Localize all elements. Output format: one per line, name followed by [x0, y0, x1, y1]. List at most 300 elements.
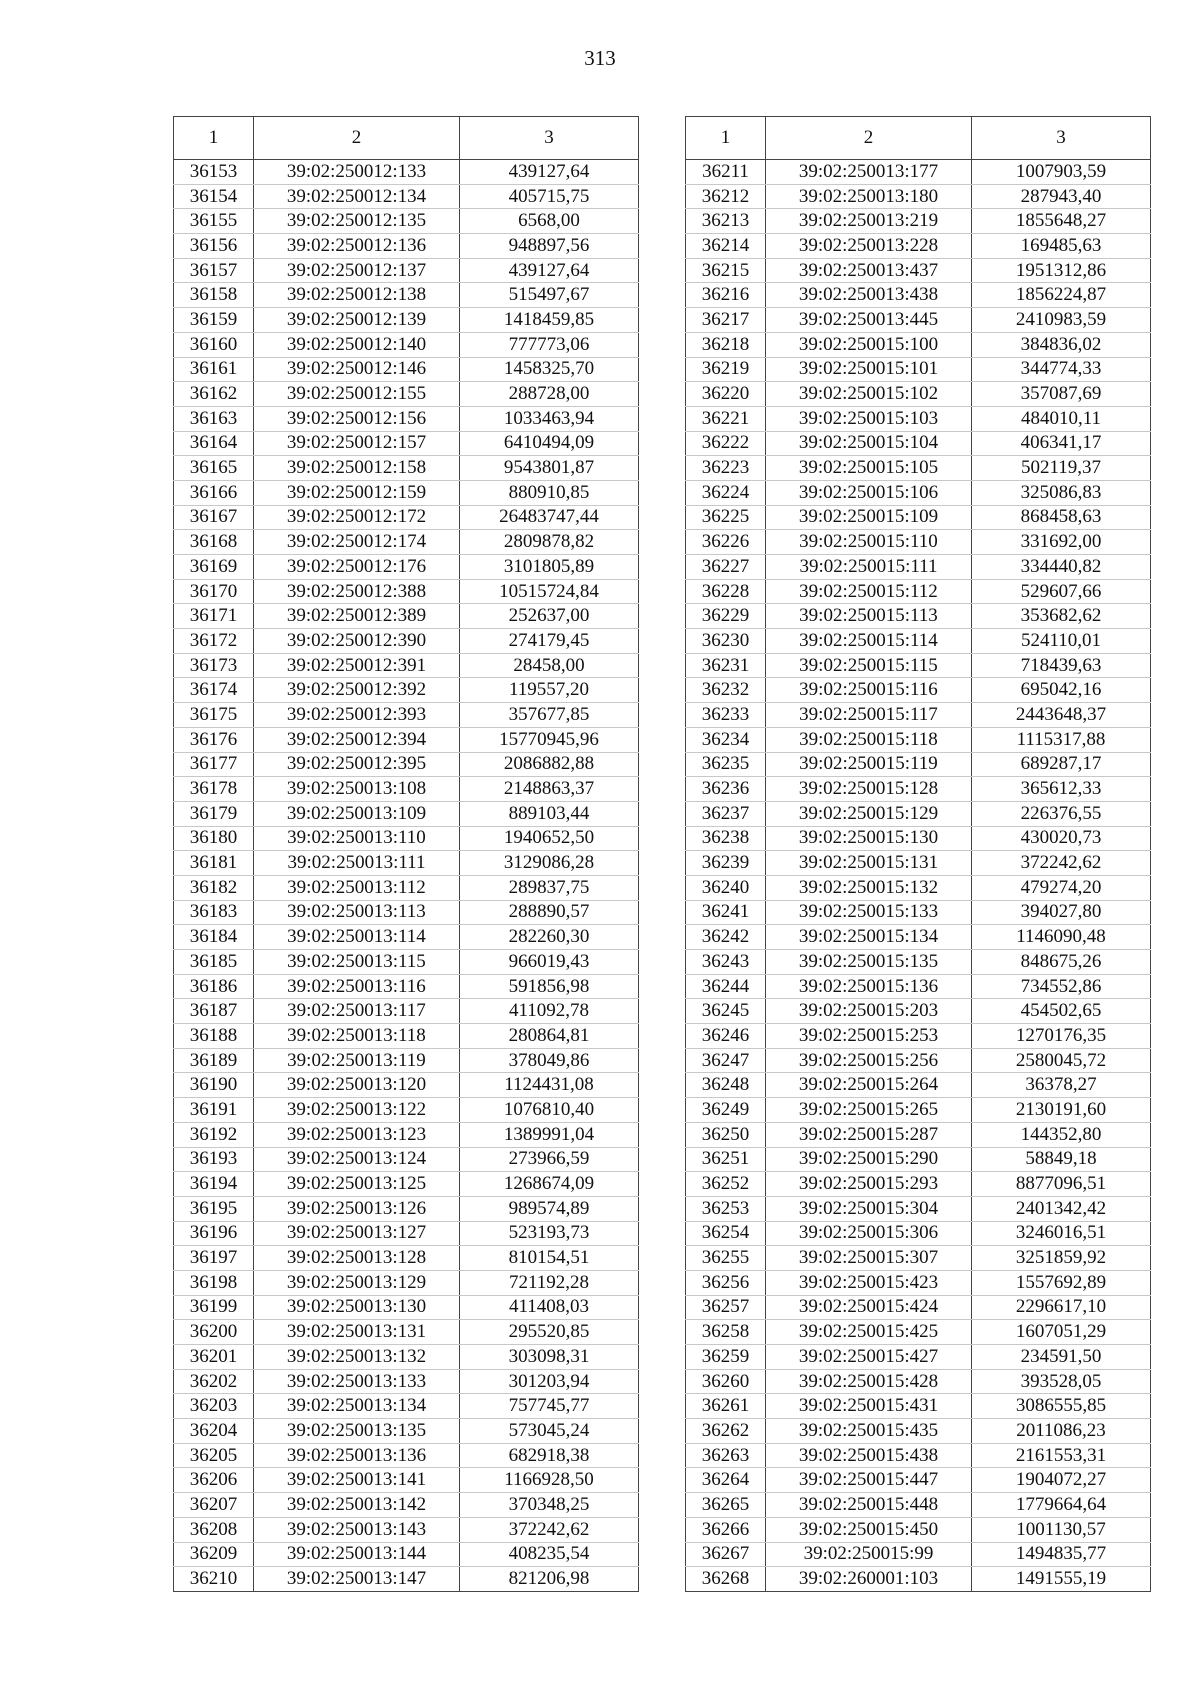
row-number-cell: 36159 [174, 308, 254, 333]
cadastral-number-cell: 39:02:250015:129 [766, 801, 972, 826]
table-row [174, 1048, 639, 1073]
row-number-cell: 36245 [686, 999, 766, 1024]
table-row [686, 1567, 1151, 1592]
cadastral-number-cell: 39:02:250012:389 [254, 604, 460, 629]
value-cell: 1491555,19 [972, 1567, 1151, 1592]
value-cell: 718439,63 [972, 653, 1151, 678]
table-row [686, 900, 1151, 925]
table-row [174, 406, 639, 431]
cadastral-number-cell: 39:02:250013:129 [254, 1270, 460, 1295]
value-cell: 3251859,92 [972, 1246, 1151, 1271]
table-row [174, 234, 639, 259]
cadastral-number-cell: 39:02:250013:127 [254, 1221, 460, 1246]
value-cell: 3086555,85 [972, 1394, 1151, 1419]
table-row [174, 431, 639, 456]
row-number-cell: 36262 [686, 1419, 766, 1444]
value-cell: 372242,62 [972, 851, 1151, 876]
cadastral-number-cell: 39:02:250015:425 [766, 1320, 972, 1345]
table-row [686, 1024, 1151, 1049]
value-cell: 2401342,42 [972, 1196, 1151, 1221]
row-number-cell: 36190 [174, 1073, 254, 1098]
cadastral-number-cell: 39:02:250012:156 [254, 406, 460, 431]
table-row [686, 1073, 1151, 1098]
value-cell: 234591,50 [972, 1345, 1151, 1370]
value-cell: 1418459,85 [460, 308, 639, 333]
row-number-cell: 36196 [174, 1221, 254, 1246]
table-row [174, 1394, 639, 1419]
row-number-cell: 36241 [686, 900, 766, 925]
value-cell: 591856,98 [460, 974, 639, 999]
table-row [686, 1295, 1151, 1320]
cadastral-number-cell: 39:02:250012:134 [254, 184, 460, 209]
value-cell: 58849,18 [972, 1147, 1151, 1172]
row-number-cell: 36169 [174, 555, 254, 580]
cadastral-number-cell: 39:02:250012:172 [254, 505, 460, 530]
value-cell: 289837,75 [460, 875, 639, 900]
cadastral-number-cell: 39:02:250013:132 [254, 1345, 460, 1370]
value-cell: 2580045,72 [972, 1048, 1151, 1073]
value-cell: 810154,51 [460, 1246, 639, 1271]
cadastral-number-cell: 39:02:250015:304 [766, 1196, 972, 1221]
row-number-cell: 36165 [174, 456, 254, 481]
row-number-cell: 36199 [174, 1295, 254, 1320]
cadastral-number-cell: 39:02:250012:392 [254, 678, 460, 703]
value-cell: 1940652,50 [460, 826, 639, 851]
row-number-cell: 36188 [174, 1024, 254, 1049]
cadastral-number-cell: 39:02:250015:117 [766, 703, 972, 728]
column-header-1: 1 [174, 117, 254, 160]
value-cell: 2011086,23 [972, 1419, 1151, 1444]
value-cell: 966019,43 [460, 950, 639, 975]
column-header-3: 3 [972, 117, 1151, 160]
table-row [174, 1345, 639, 1370]
table-row [174, 653, 639, 678]
table-row [686, 1493, 1151, 1518]
value-cell: 357087,69 [972, 382, 1151, 407]
row-number-cell: 36235 [686, 752, 766, 777]
cadastral-number-cell: 39:02:250015:132 [766, 875, 972, 900]
cadastral-number-cell: 39:02:250015:256 [766, 1048, 972, 1073]
value-cell: 372242,62 [460, 1517, 639, 1542]
table-row [686, 209, 1151, 234]
row-number-cell: 36255 [686, 1246, 766, 1271]
row-number-cell: 36176 [174, 727, 254, 752]
row-number-cell: 36225 [686, 505, 766, 530]
table-row [686, 308, 1151, 333]
value-cell: 439127,64 [460, 258, 639, 283]
column-header-2: 2 [254, 117, 460, 160]
left-table-header-row [174, 117, 639, 160]
cadastral-number-cell: 39:02:250015:136 [766, 974, 972, 999]
row-number-cell: 36202 [174, 1369, 254, 1394]
value-cell: 325086,83 [972, 480, 1151, 505]
cadastral-number-cell: 39:02:250012:155 [254, 382, 460, 407]
value-cell: 405715,75 [460, 184, 639, 209]
row-number-cell: 36238 [686, 826, 766, 851]
table-row [686, 505, 1151, 530]
value-cell: 28458,00 [460, 653, 639, 678]
right-table-header-row [686, 117, 1151, 160]
table-row [686, 1270, 1151, 1295]
cadastral-number-cell: 39:02:250013:143 [254, 1517, 460, 1542]
value-cell: 3129086,28 [460, 851, 639, 876]
value-cell: 119557,20 [460, 678, 639, 703]
row-number-cell: 36200 [174, 1320, 254, 1345]
cadastral-number-cell: 39:02:250013:135 [254, 1419, 460, 1444]
table-row [686, 283, 1151, 308]
row-number-cell: 36195 [174, 1196, 254, 1221]
value-cell: 357677,85 [460, 703, 639, 728]
cadastral-number-cell: 39:02:250012:135 [254, 209, 460, 234]
cadastral-number-cell: 39:02:250013:219 [766, 209, 972, 234]
table-row [174, 1221, 639, 1246]
value-cell: 411092,78 [460, 999, 639, 1024]
cadastral-number-cell: 39:02:250015:116 [766, 678, 972, 703]
row-number-cell: 36158 [174, 283, 254, 308]
table-row [686, 1246, 1151, 1271]
cadastral-number-cell: 39:02:250015:118 [766, 727, 972, 752]
value-cell: 226376,55 [972, 801, 1151, 826]
value-cell: 1607051,29 [972, 1320, 1151, 1345]
cadastral-number-cell: 39:02:250013:228 [766, 234, 972, 259]
value-cell: 848675,26 [972, 950, 1151, 975]
table-row [174, 1542, 639, 1567]
row-number-cell: 36223 [686, 456, 766, 481]
table-row [174, 1196, 639, 1221]
row-number-cell: 36232 [686, 678, 766, 703]
table-row [686, 480, 1151, 505]
value-cell: 3246016,51 [972, 1221, 1151, 1246]
cadastral-number-cell: 39:02:250013:438 [766, 283, 972, 308]
cadastral-number-cell: 39:02:250015:100 [766, 332, 972, 357]
table-row [686, 431, 1151, 456]
cadastral-number-cell: 39:02:250013:147 [254, 1567, 460, 1592]
row-number-cell: 36254 [686, 1221, 766, 1246]
cadastral-number-cell: 39:02:250015:427 [766, 1345, 972, 1370]
row-number-cell: 36161 [174, 357, 254, 382]
row-number-cell: 36160 [174, 332, 254, 357]
row-number-cell: 36221 [686, 406, 766, 431]
cadastral-number-cell: 39:02:250012:174 [254, 530, 460, 555]
row-number-cell: 36256 [686, 1270, 766, 1295]
cadastral-number-cell: 39:02:250013:122 [254, 1098, 460, 1123]
row-number-cell: 36203 [174, 1394, 254, 1419]
row-number-cell: 36242 [686, 925, 766, 950]
row-number-cell: 36258 [686, 1320, 766, 1345]
value-cell: 2148863,37 [460, 777, 639, 802]
page-number: 313 [584, 46, 616, 70]
value-cell: 1779664,64 [972, 1493, 1151, 1518]
table-row [174, 258, 639, 283]
cadastral-number-cell: 39:02:250015:307 [766, 1246, 972, 1271]
table-row [686, 950, 1151, 975]
table-row [174, 308, 639, 333]
table-row [686, 1221, 1151, 1246]
cadastral-number-cell: 39:02:250015:115 [766, 653, 972, 678]
value-cell: 10515724,84 [460, 579, 639, 604]
table-row [686, 1468, 1151, 1493]
cadastral-number-cell: 39:02:250015:112 [766, 579, 972, 604]
table-row [686, 1345, 1151, 1370]
value-cell: 1076810,40 [460, 1098, 639, 1123]
row-number-cell: 36237 [686, 801, 766, 826]
row-number-cell: 36208 [174, 1517, 254, 1542]
table-row [686, 629, 1151, 654]
cadastral-number-cell: 39:02:250012:390 [254, 629, 460, 654]
row-number-cell: 36260 [686, 1369, 766, 1394]
row-number-cell: 36216 [686, 283, 766, 308]
value-cell: 408235,54 [460, 1542, 639, 1567]
value-cell: 1494835,77 [972, 1542, 1151, 1567]
table-row [174, 777, 639, 802]
cadastral-number-cell: 39:02:250013:116 [254, 974, 460, 999]
cadastral-number-cell: 39:02:250013:111 [254, 851, 460, 876]
cadastral-number-cell: 39:02:250015:290 [766, 1147, 972, 1172]
value-cell: 288890,57 [460, 900, 639, 925]
table-row [686, 875, 1151, 900]
row-number-cell: 36210 [174, 1567, 254, 1592]
value-cell: 288728,00 [460, 382, 639, 407]
cadastral-number-cell: 39:02:250013:131 [254, 1320, 460, 1345]
table-row [686, 851, 1151, 876]
right-table [685, 116, 1151, 1592]
row-number-cell: 36168 [174, 530, 254, 555]
table-row [686, 184, 1151, 209]
table-row [174, 1468, 639, 1493]
cadastral-number-cell: 39:02:250013:114 [254, 925, 460, 950]
row-number-cell: 36226 [686, 530, 766, 555]
value-cell: 280864,81 [460, 1024, 639, 1049]
cadastral-number-cell: 39:02:250013:141 [254, 1468, 460, 1493]
value-cell: 515497,67 [460, 283, 639, 308]
row-number-cell: 36219 [686, 357, 766, 382]
left-table-body [174, 160, 639, 1592]
cadastral-number-cell: 39:02:250013:180 [766, 184, 972, 209]
cadastral-number-cell: 39:02:250013:144 [254, 1542, 460, 1567]
row-number-cell: 36220 [686, 382, 766, 407]
cadastral-number-cell: 39:02:250015:287 [766, 1122, 972, 1147]
row-number-cell: 36179 [174, 801, 254, 826]
row-number-cell: 36180 [174, 826, 254, 851]
table-row [174, 950, 639, 975]
table-row [686, 703, 1151, 728]
table-row [686, 801, 1151, 826]
row-number-cell: 36234 [686, 727, 766, 752]
value-cell: 1124431,08 [460, 1073, 639, 1098]
table-row [686, 382, 1151, 407]
value-cell: 2086882,88 [460, 752, 639, 777]
cadastral-number-cell: 39:02:250015:110 [766, 530, 972, 555]
row-number-cell: 36209 [174, 1542, 254, 1567]
value-cell: 3101805,89 [460, 555, 639, 580]
value-cell: 695042,16 [972, 678, 1151, 703]
value-cell: 2809878,82 [460, 530, 639, 555]
table-row [686, 1369, 1151, 1394]
table-row [686, 234, 1151, 259]
table-row [174, 900, 639, 925]
table-row [686, 752, 1151, 777]
cadastral-number-cell: 39:02:250015:435 [766, 1419, 972, 1444]
value-cell: 523193,73 [460, 1221, 639, 1246]
value-cell: 1557692,89 [972, 1270, 1151, 1295]
value-cell: 821206,98 [460, 1567, 639, 1592]
row-number-cell: 36162 [174, 382, 254, 407]
value-cell: 353682,62 [972, 604, 1151, 629]
row-number-cell: 36198 [174, 1270, 254, 1295]
value-cell: 394027,80 [972, 900, 1151, 925]
row-number-cell: 36173 [174, 653, 254, 678]
row-number-cell: 36164 [174, 431, 254, 456]
cadastral-number-cell: 39:02:250015:438 [766, 1443, 972, 1468]
value-cell: 2130191,60 [972, 1098, 1151, 1123]
cadastral-number-cell: 39:02:250012:158 [254, 456, 460, 481]
table-row [174, 1122, 639, 1147]
cadastral-number-cell: 39:02:250013:126 [254, 1196, 460, 1221]
table-row [174, 604, 639, 629]
cadastral-number-cell: 39:02:250013:177 [766, 160, 972, 185]
table-row [174, 1270, 639, 1295]
row-number-cell: 36153 [174, 160, 254, 185]
table-row [686, 1122, 1151, 1147]
row-number-cell: 36249 [686, 1098, 766, 1123]
value-cell: 406341,17 [972, 431, 1151, 456]
row-number-cell: 36222 [686, 431, 766, 456]
row-number-cell: 36247 [686, 1048, 766, 1073]
cadastral-number-cell: 39:02:250015:306 [766, 1221, 972, 1246]
value-cell: 334440,82 [972, 555, 1151, 580]
cadastral-number-cell: 39:02:250013:109 [254, 801, 460, 826]
row-number-cell: 36172 [174, 629, 254, 654]
row-number-cell: 36193 [174, 1147, 254, 1172]
row-number-cell: 36233 [686, 703, 766, 728]
row-number-cell: 36228 [686, 579, 766, 604]
value-cell: 2296617,10 [972, 1295, 1151, 1320]
table-row [174, 925, 639, 950]
table-row [174, 1567, 639, 1592]
table-row [174, 209, 639, 234]
row-number-cell: 36155 [174, 209, 254, 234]
table-row [686, 925, 1151, 950]
cadastral-number-cell: 39:02:250013:130 [254, 1295, 460, 1320]
value-cell: 757745,77 [460, 1394, 639, 1419]
cadastral-number-cell: 39:02:250013:112 [254, 875, 460, 900]
table-row [174, 357, 639, 382]
cadastral-number-cell: 39:02:250013:108 [254, 777, 460, 802]
row-number-cell: 36212 [686, 184, 766, 209]
row-number-cell: 36184 [174, 925, 254, 950]
row-number-cell: 36167 [174, 505, 254, 530]
value-cell: 303098,31 [460, 1345, 639, 1370]
column-header-2: 2 [766, 117, 972, 160]
cadastral-number-cell: 39:02:250013:110 [254, 826, 460, 851]
value-cell: 989574,89 [460, 1196, 639, 1221]
table-row [174, 999, 639, 1024]
value-cell: 273966,59 [460, 1147, 639, 1172]
table-row [686, 1048, 1151, 1073]
row-number-cell: 36154 [174, 184, 254, 209]
table-row [174, 851, 639, 876]
value-cell: 868458,63 [972, 505, 1151, 530]
table-row [686, 1542, 1151, 1567]
table-row [686, 999, 1151, 1024]
cadastral-number-cell: 39:02:250015:104 [766, 431, 972, 456]
table-row [686, 258, 1151, 283]
value-cell: 1951312,86 [972, 258, 1151, 283]
row-number-cell: 36236 [686, 777, 766, 802]
row-number-cell: 36186 [174, 974, 254, 999]
cadastral-number-cell: 39:02:250013:136 [254, 1443, 460, 1468]
cadastral-number-cell: 39:02:250012:136 [254, 234, 460, 259]
cadastral-number-cell: 39:02:250015:134 [766, 925, 972, 950]
cadastral-number-cell: 39:02:250015:423 [766, 1270, 972, 1295]
row-number-cell: 36189 [174, 1048, 254, 1073]
value-cell: 430020,73 [972, 826, 1151, 851]
value-cell: 384836,02 [972, 332, 1151, 357]
value-cell: 529607,66 [972, 579, 1151, 604]
value-cell: 6568,00 [460, 209, 639, 234]
cadastral-number-cell: 39:02:250015:99 [766, 1542, 972, 1567]
cadastral-number-cell: 39:02:250015:265 [766, 1098, 972, 1123]
value-cell: 439127,64 [460, 160, 639, 185]
table-row [686, 1394, 1151, 1419]
row-number-cell: 36246 [686, 1024, 766, 1049]
value-cell: 948897,56 [460, 234, 639, 259]
value-cell: 777773,06 [460, 332, 639, 357]
cadastral-number-cell: 39:02:250015:424 [766, 1295, 972, 1320]
cadastral-number-cell: 39:02:250012:146 [254, 357, 460, 382]
value-cell: 370348,25 [460, 1493, 639, 1518]
cadastral-number-cell: 39:02:250013:125 [254, 1172, 460, 1197]
cadastral-number-cell: 39:02:250015:448 [766, 1493, 972, 1518]
value-cell: 344774,33 [972, 357, 1151, 382]
value-cell: 36378,27 [972, 1073, 1151, 1098]
cadastral-number-cell: 39:02:250012:138 [254, 283, 460, 308]
value-cell: 1855648,27 [972, 209, 1151, 234]
row-number-cell: 36252 [686, 1172, 766, 1197]
cadastral-number-cell: 39:02:250015:128 [766, 777, 972, 802]
row-number-cell: 36204 [174, 1419, 254, 1444]
table-row [686, 604, 1151, 629]
table-row [686, 826, 1151, 851]
cadastral-number-cell: 39:02:250013:142 [254, 1493, 460, 1518]
row-number-cell: 36239 [686, 851, 766, 876]
table-row [174, 332, 639, 357]
cadastral-number-cell: 39:02:250015:101 [766, 357, 972, 382]
cadastral-number-cell: 39:02:250013:128 [254, 1246, 460, 1271]
table-row [686, 1098, 1151, 1123]
row-number-cell: 36178 [174, 777, 254, 802]
cadastral-number-cell: 39:02:250013:124 [254, 1147, 460, 1172]
table-row [174, 1172, 639, 1197]
row-number-cell: 36185 [174, 950, 254, 975]
cadastral-number-cell: 39:02:250015:450 [766, 1517, 972, 1542]
value-cell: 1270176,35 [972, 1024, 1151, 1049]
row-number-cell: 36227 [686, 555, 766, 580]
cadastral-number-cell: 39:02:250015:114 [766, 629, 972, 654]
table-row [174, 283, 639, 308]
row-number-cell: 36171 [174, 604, 254, 629]
row-number-cell: 36248 [686, 1073, 766, 1098]
table-row [686, 1196, 1151, 1221]
row-number-cell: 36218 [686, 332, 766, 357]
table-row [174, 752, 639, 777]
cadastral-number-cell: 39:02:250013:118 [254, 1024, 460, 1049]
value-cell: 721192,28 [460, 1270, 639, 1295]
row-number-cell: 36244 [686, 974, 766, 999]
value-cell: 1007903,59 [972, 160, 1151, 185]
value-cell: 1389991,04 [460, 1122, 639, 1147]
row-number-cell: 36170 [174, 579, 254, 604]
